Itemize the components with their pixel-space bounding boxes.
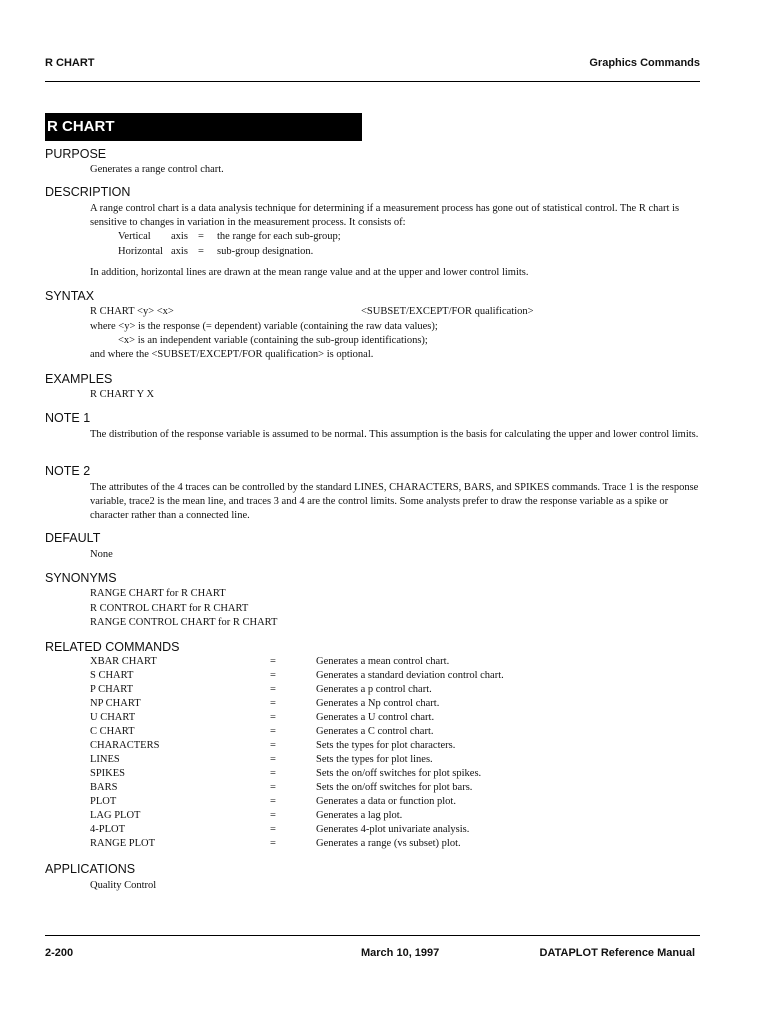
synonym-item: RANGE CONTROL CHART for R CHART bbox=[90, 617, 278, 628]
axis-word-horizontal: axis bbox=[171, 246, 188, 257]
page-number: 2-200 bbox=[45, 947, 74, 959]
footer-date: March 10, 1997 bbox=[361, 947, 440, 959]
related-command-equals: = bbox=[270, 726, 276, 737]
header-rule bbox=[45, 81, 700, 82]
default-heading: DEFAULT bbox=[45, 531, 101, 545]
axis-word-vertical: axis bbox=[171, 231, 188, 242]
note1-heading: NOTE 1 bbox=[45, 411, 91, 425]
purpose-text: Generates a range control chart. bbox=[90, 164, 224, 175]
related-command-description: Generates a lag plot. bbox=[316, 810, 403, 821]
synonym-item: RANGE CHART for R CHART bbox=[90, 588, 226, 599]
description-paragraph-2: In addition, horizontal lines are drawn at the mean range value and at the upper and lower control limits. bbox=[90, 267, 529, 278]
axis-desc-horizontal: sub-group designation. bbox=[217, 246, 314, 257]
syntax-heading: SYNTAX bbox=[45, 289, 95, 303]
related-command-name: C CHART bbox=[90, 726, 135, 737]
related-command-description: Generates a mean control chart. bbox=[316, 656, 450, 667]
related-command-description: Generates a standard deviation control chart. bbox=[316, 670, 504, 681]
axis-name-vertical: Vertical bbox=[118, 231, 151, 242]
syntax-line-3: <x> is an independent variable (containing the sub-group identifications); bbox=[118, 335, 428, 346]
related-command-description: Generates a p control chart. bbox=[316, 684, 432, 695]
related-command-equals: = bbox=[270, 838, 276, 849]
related-command-name: XBAR CHART bbox=[90, 656, 157, 667]
related-command-description: Generates a Np control chart. bbox=[316, 698, 440, 709]
syntax-command: R CHART <y> <x> bbox=[90, 306, 174, 317]
related-command-description: Sets the types for plot characters. bbox=[316, 740, 456, 751]
related-command-name: CHARACTERS bbox=[90, 740, 160, 751]
related-command-name: 4-PLOT bbox=[90, 824, 125, 835]
related-command-equals: = bbox=[270, 670, 276, 681]
related-command-equals: = bbox=[270, 698, 276, 709]
related-command-name: RANGE PLOT bbox=[90, 838, 156, 849]
related-command-description: Generates 4-plot univariate analysis. bbox=[316, 824, 470, 835]
axis-eq-horizontal: = bbox=[198, 246, 204, 257]
related-command-equals: = bbox=[270, 810, 276, 821]
related-command-description: Sets the types for plot lines. bbox=[316, 754, 433, 765]
related-command-equals: = bbox=[270, 754, 276, 765]
page-title: R CHART bbox=[45, 113, 362, 141]
related-command-equals: = bbox=[270, 824, 276, 835]
related-command-equals: = bbox=[270, 782, 276, 793]
related-command-description: Generates a C control chart. bbox=[316, 726, 434, 737]
related-command-name: S CHART bbox=[90, 670, 134, 681]
related-command-name: LAG PLOT bbox=[90, 810, 141, 821]
related-command-description: Sets the on/off switches for plot spikes. bbox=[316, 768, 482, 779]
applications-text: Quality Control bbox=[90, 880, 157, 891]
description-paragraph-1: A range control chart is a data analysis technique for determining if a measurement process has gone out of statistical control. The R chart is sensitive to changes in variation in the measurement process. It consists of: bbox=[90, 203, 680, 228]
related-command-equals: = bbox=[270, 656, 276, 667]
related-command-description: Generates a U control chart. bbox=[316, 712, 435, 723]
related-command-name: PLOT bbox=[90, 796, 117, 807]
related-command-equals: = bbox=[270, 768, 276, 779]
footer-rule bbox=[45, 935, 700, 936]
related-command-description: Sets the on/off switches for plot bars. bbox=[316, 782, 473, 793]
footer-manual-title: DATAPLOT Reference Manual bbox=[539, 947, 695, 959]
related-command-description: Generates a range (vs subset) plot. bbox=[316, 838, 461, 849]
syntax-qualifier: <SUBSET/EXCEPT/FOR qualification> bbox=[361, 306, 534, 317]
related-command-name: P CHART bbox=[90, 684, 134, 695]
default-text: None bbox=[90, 549, 113, 560]
running-header-right: Graphics Commands bbox=[589, 57, 700, 69]
examples-heading: EXAMPLES bbox=[45, 372, 113, 386]
related-command-name: SPIKES bbox=[90, 768, 126, 779]
axis-desc-vertical: the range for each sub-group; bbox=[217, 231, 341, 242]
axis-name-horizontal: Horizontal bbox=[118, 246, 163, 257]
description-heading: DESCRIPTION bbox=[45, 185, 131, 199]
running-header-left: R CHART bbox=[45, 57, 95, 69]
related-command-description: Generates a data or function plot. bbox=[316, 796, 456, 807]
related-command-equals: = bbox=[270, 740, 276, 751]
applications-heading: APPLICATIONS bbox=[45, 862, 136, 876]
related-command-name: U CHART bbox=[90, 712, 136, 723]
syntax-line-4: and where the <SUBSET/EXCEPT/FOR qualification> is optional. bbox=[90, 349, 374, 360]
synonym-item: R CONTROL CHART for R CHART bbox=[90, 603, 249, 614]
related-command-equals: = bbox=[270, 796, 276, 807]
related-command-name: NP CHART bbox=[90, 698, 141, 709]
purpose-heading: PURPOSE bbox=[45, 147, 107, 161]
related-command-name: BARS bbox=[90, 782, 118, 793]
synonyms-heading: SYNONYMS bbox=[45, 571, 117, 585]
axis-eq-vertical: = bbox=[198, 231, 204, 242]
syntax-line-2: where <y> is the response (= dependent) variable (containing the raw data values); bbox=[90, 321, 438, 332]
note2-heading: NOTE 2 bbox=[45, 464, 91, 478]
examples-text: R CHART Y X bbox=[90, 389, 155, 400]
note1-text: The distribution of the response variable is assumed to be normal. This assumption is the basis for calculating the upper and lower control limits. bbox=[90, 429, 699, 440]
note2-text: The attributes of the 4 traces can be controlled by the standard LINES, CHARACTERS, BARS, and SPIKES commands. Trace 1 is the response variable, trace2 is the mean line, and traces 3 and 4 are the control limits. Some analysts prefer to draw the response variable as a spike or character rather than a connected line. bbox=[90, 482, 699, 521]
related-command-name: LINES bbox=[90, 754, 120, 765]
related-command-equals: = bbox=[270, 712, 276, 723]
related-command-equals: = bbox=[270, 684, 276, 695]
related-commands-heading: RELATED COMMANDS bbox=[45, 640, 180, 654]
